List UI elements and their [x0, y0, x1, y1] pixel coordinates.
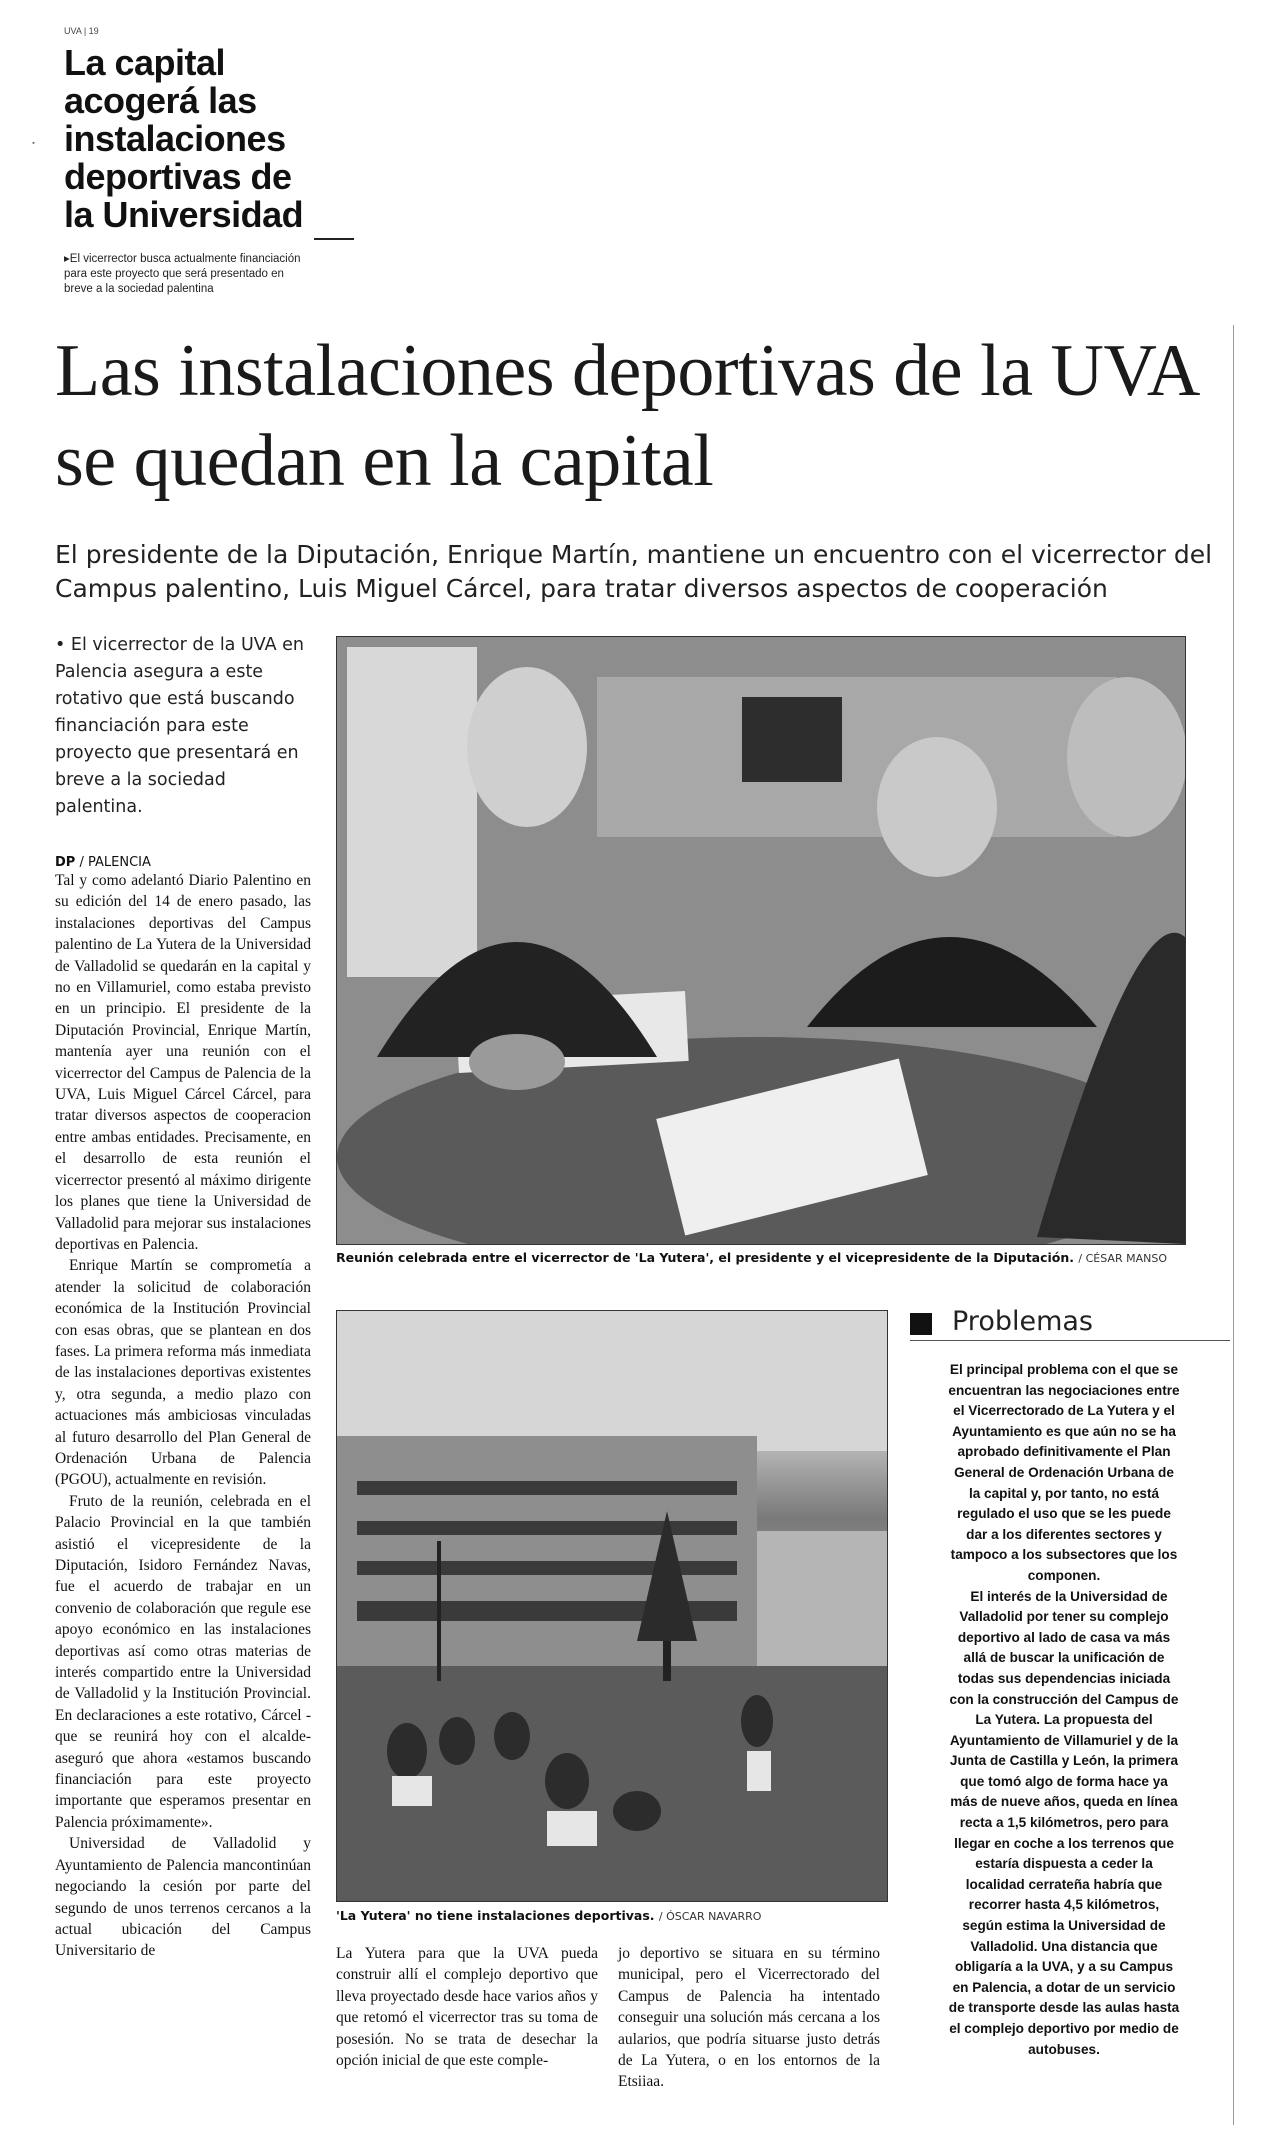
margin-mark: ▪: [30, 140, 37, 147]
body-column-1: [55, 855, 311, 1962]
problems-box-icon: [910, 1313, 932, 1335]
sidebar-title: Problemas: [952, 1306, 1093, 1337]
body-paragraph: Tal y como adelantó Diario Palentino en su edición del 14 de enero pasado, las instalaciones deportivas del Campus palentino de La Yutera de la Universidad de Valladolid se quedarán en la capital y no en Villamuriel, como estaba previsto en un principio. El presidente de la Diputación Provincial, Enrique Martín, mantenía ayer una reunión con el vicerrector del Campus de Palencia de la UVA, Luis Miguel Cárcel Cárcel, para tratar diversos aspectos de cooperacion entre ambas entidades. Precisamente, en el desarrollo de esta reunión el vicerrector presentó al máximo dirigente los planes que tiene la Universidad de Valladolid para mejorar sus instalaciones deportivas en Palencia.: [55, 872, 311, 1253]
kicker-title: La capital acogerá las instalaciones deportivas de la Universidad: [64, 42, 304, 235]
section-tag: UVA | 19: [64, 26, 99, 36]
deck: El presidente de la Diputación, Enrique Martín, mantiene un encuentro con el vicerrector del Campus palentino, Luis Miguel Cárcel, para tratar diversos aspectos de cooperación: [55, 540, 1213, 603]
meeting-photo-illustration: [337, 637, 1185, 1244]
sidebar-rule: [910, 1340, 1230, 1341]
kicker-subtitle: ▸El vicerrector busca actualmente financiación para este proyecto que será presentado en breve a la sociedad palentina: [64, 253, 301, 295]
body-column-3: [618, 1943, 880, 2093]
body-paragraph: La Yutera para que la UVA pueda construir allí el complejo deportivo que lleva proyectado desde hace varios años y que retomó el vicerrector tras su toma de posesión. No se trata de desechar la opción inicial de que este comple-: [336, 1945, 598, 2070]
campus-photo: [336, 1310, 888, 1902]
sidebar-text: [948, 1360, 1180, 2060]
summary: • El vicerrector de la UVA en Palencia asegura a este rotativo que está buscando financiación para este proyecto que presentará en breve a la sociedad palentina.: [55, 635, 305, 817]
body-paragraph: jo deportivo se situara en su término municipal, pero el Vicerrectorado del Campus de Palencia ha intentado conseguir una solución más cercana a los aularios, que podría situarse justo detrás de La Yutera, o en los entornos de la Etsiiaa.: [618, 1945, 880, 2091]
body-paragraph: Fruto de la reunión, celebrada en el Palacio Provincial en la que también asistió el vicepresidente de la Diputación, Isidoro Fernández Navas, fue el acuerdo de trabajar en un convenio de colaboración que regule ese apoyo económico en las instalaciones deportivas así como otras materias de interés compartido entre la Universidad de Valladolid y la Institución Provincial. En declaraciones a este rotativo, Cárcel -que se reunirá hoy con el alcalde- aseguró que ahora «estamos buscando financiación para este proyecto importante que esperamos presentar en Palencia próximamente».: [55, 1492, 311, 1831]
column-divider: [1233, 325, 1234, 2125]
kicker-rule: [314, 238, 354, 240]
byline: DP / PALENCIA: [55, 855, 151, 870]
body-paragraph: Universidad de Valladolid y Ayuntamiento de Palencia mancontinúan negociando la cesión por parte del segundo de unos terrenos cercanos a la actual ubicación del Campus Universitario de: [55, 1835, 311, 1960]
meeting-photo: [336, 636, 1186, 1245]
campus-photo-illustration: [337, 1311, 887, 1901]
sidebar-paragraph: El interés de la Universidad de Valladolid por tener su complejo deportivo al lado de casa va más allá de buscar la unificación de todas sus dependencias iniciada con la construcción del Campus de La Yutera. La propuesta del Ayuntamiento de Villamuriel y de la Junta de Castilla y León, la primera que tomó algo de forma hace ya más de nueve años, queda en línea recta a 1,5 kilómetros, pero para llegar en coche a los terrenos que estaría dispuesta a ceder la localidad cerrateña habría que recorrer hasta 4,5 kilómetros, según estima la Universidad de Valladolid. Una distancia que obligaría a la UVA, y a su Campus en Palencia, a dotar de un servicio de transporte desde las aulas hasta el complejo deportivo por medio de autobuses.: [948, 1588, 1180, 2057]
headline: Las instalaciones deportivas de la UVA se quedan en la capital: [55, 330, 1196, 502]
sidebar-paragraph: El principal problema con el que se encuentran las negociaciones entre el Vicerrectorado de La Yutera y el Ayuntamiento es que aún no se ha aprobado definitivamente el Plan General de Ordenación Urbana de la capital y, por tanto, no está regulado el uso que se les puede dar a los diferentes sectores y tampoco a los subsectores que los componen.: [948, 1362, 1180, 1583]
bullet-arrow-icon: ▸: [64, 253, 70, 265]
body-column-2: [336, 1943, 598, 2071]
photo-caption-1: Reunión celebrada entre el vicerrector de 'La Yutera', el presidente y el vicepresidente de la Diputación. / CÉSAR MANSO: [336, 1250, 1167, 1265]
body-paragraph: Enrique Martín se comprometía a atender la solicitud de colaboración económica de la Institución Provincial con esas obras, que se plantean en dos fases. La primera reforma más inmediata de las instalaciones deportivas existentes y, otra segunda, a medio plazo con actuaciones más ambiciosas vinculadas al futuro desarrollo del Plan General de Ordenación Urbana de Palencia (PGOU), actualmente en revisión.: [55, 1257, 311, 1489]
photo-caption-2: 'La Yutera' no tiene instalaciones deportivas. / ÓSCAR NAVARRO: [336, 1908, 762, 1923]
